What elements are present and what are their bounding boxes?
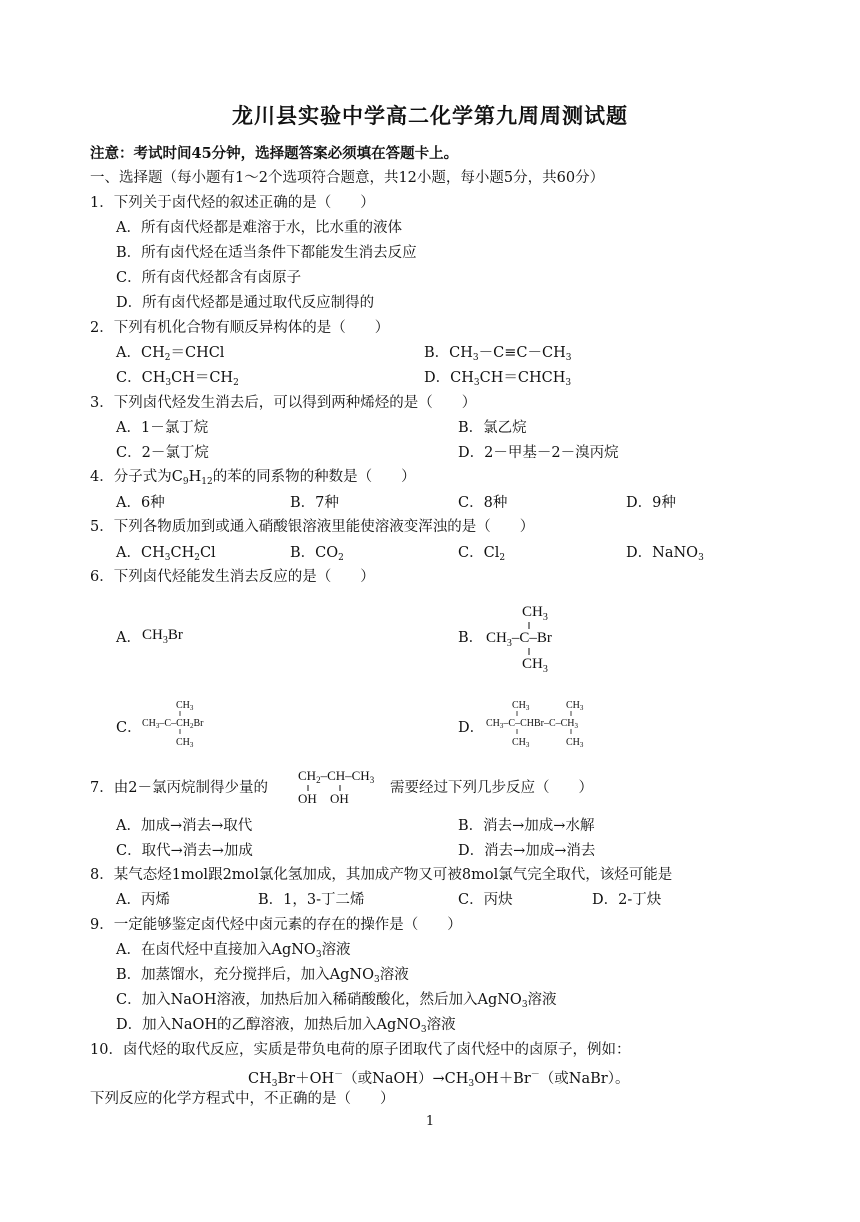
question-5-option-a: A．$CH_3CH_2Cl$ xyxy=(116,545,216,563)
question-4-option-a: A．6种 xyxy=(116,495,165,511)
question-2-option-c: C．$CH_3CH=CH_2$ xyxy=(116,370,239,388)
question-2-option-b: B．$CH_3-C\equiv C-CH_3$ xyxy=(424,345,572,363)
svg-text:OH: OH xyxy=(298,791,317,806)
svg-text:CH2–CH–CH3: $CH_2-CH-CH_3$ xyxy=(298,768,375,785)
question-8-option-b: B．1，3-丁二烯 xyxy=(258,892,365,908)
question-3-option-c: C．2－氯丁烷 xyxy=(116,445,209,461)
question-5-option-d: D．NaNO$_3$ xyxy=(626,545,704,563)
question-7-option-b: B．消去→加成→水解 xyxy=(458,818,595,834)
svg-text:CH3: $CH_3$ xyxy=(566,737,584,749)
question-2-option-a: A．$CH_2=CHCl$ xyxy=(116,345,225,363)
question-5-option-b: B．$CO_2$ xyxy=(290,545,344,563)
question-8-option-a: A．丙烯 xyxy=(116,892,170,908)
svg-text:CH3–C–CHBr–C–CH3: $CH_3-C-CHBr-C-CH_3$ xyxy=(486,718,579,730)
question-7-stem-end: 需要经过下列几步反应（ ） xyxy=(390,780,593,796)
question-6-option-a-structure xyxy=(140,622,220,646)
svg-text:CH3: $CH_3$ xyxy=(522,604,548,623)
question-4-option-c: C．8种 xyxy=(458,495,508,511)
question-7-diol-structure xyxy=(298,766,390,806)
question-2-option-d: D．$CH_3CH=CHCH_3$ xyxy=(424,370,572,388)
question-9-stem: 9．一定能够鉴定卤代烃中卤元素的存在的操作是（ ） xyxy=(90,917,462,933)
svg-text:CH3–C–Br: $CH_3-C-Br$ xyxy=(486,630,552,649)
question-1-option-b: B．所有卤代烃在适当条件下都能发生消去反应 xyxy=(116,245,417,261)
page-title: 龙川县实验中学高二化学第九周周测试题 xyxy=(232,103,628,128)
svg-text:CH3: $CH_3$ xyxy=(176,700,194,712)
svg-text:CH3: $CH_3$ xyxy=(512,737,530,749)
question-2-stem: 2．下列有机化合物有顺反异构体的是（ ） xyxy=(90,320,390,336)
question-1-stem: 1．下列关于卤代烃的叙述正确的是（ ） xyxy=(90,195,375,211)
question-6-option-c-structure xyxy=(140,696,250,752)
svg-text:CH3: $CH_3$ xyxy=(566,700,584,712)
svg-text:CH3Br: $CH_3Br$ xyxy=(142,627,183,646)
question-6-option-c-label: C． xyxy=(116,720,142,736)
question-9-option-d: D．加入NaOH的乙醇溶液，加热后加入AgNO$_3$溶液 xyxy=(116,1017,456,1035)
question-8-option-c: C．丙炔 xyxy=(458,892,513,908)
question-3-option-d: D．2－甲基－2－溴丙烷 xyxy=(458,445,619,461)
question-5-option-c: C．$Cl_2$ xyxy=(458,545,506,563)
question-7-option-a: A．加成→消去→取代 xyxy=(116,818,253,834)
question-6-option-a-label: A． xyxy=(116,630,141,646)
question-3-option-b: B．氯乙烷 xyxy=(458,420,527,436)
question-4-stem: 4．分子式为$C_9H_{12}$的苯的同系物的种数是（ ） xyxy=(90,469,416,487)
question-6-option-d-structure xyxy=(484,696,614,752)
question-7-stem-start: 7．由2－氯丙烷制得少量的 xyxy=(90,780,268,796)
section-header: 一、选择题（每小题有1～2个选项符合题意，共12小题，每小题5分，共60分） xyxy=(90,170,605,186)
svg-text:OH: OH xyxy=(330,791,349,806)
question-3-option-a: A．1－氯丁烷 xyxy=(116,420,209,436)
question-6-option-b-structure xyxy=(484,598,594,676)
question-4-option-d: D．9种 xyxy=(626,495,676,511)
svg-text:CH3–C–CH2Br: $CH_3-C-CH_2Br$ xyxy=(142,718,204,730)
page-number: 1 xyxy=(425,1114,435,1129)
question-9-option-c: C．加入NaOH溶液，加热后加入稀硝酸酸化，然后加入AgNO$_3$溶液 xyxy=(116,992,557,1010)
question-3-stem: 3．下列卤代烃发生消去后，可以得到两种烯烃的是（ ） xyxy=(90,395,477,411)
question-4-option-b: B．7种 xyxy=(290,495,339,511)
question-10-followup: 下列反应的化学方程式中，不正确的是（ ） xyxy=(90,1091,395,1107)
question-8-option-d: D．2-丁炔 xyxy=(592,892,662,908)
question-1-option-a: A．所有卤代烃都是难溶于水，比水重的液体 xyxy=(116,220,402,236)
question-6-option-d-label: D． xyxy=(458,720,485,736)
question-10-stem: 10．卤代烃的取代反应，实质是带负电荷的原子团取代了卤代烃中的卤原子，例如： xyxy=(90,1042,631,1058)
svg-text:CH3: $CH_3$ xyxy=(522,656,548,675)
question-5-stem: 5．下列各物质加到或通入硝酸银溶液里能使溶液变浑浊的是（ ） xyxy=(90,519,535,535)
question-7-option-d: D．消去→加成→消去 xyxy=(458,843,596,859)
question-10-equation: $CH_3Br+OH^-$（或$NaOH)\to CH_3OH+Br^-$（或NaBr）。 xyxy=(248,1070,630,1089)
exam-notice: 注意：考试时间45分钟，选择题答案必须填在答题卡上。 xyxy=(90,145,459,162)
question-9-option-b: B．加蒸馏水，充分搅拌后，加入AgNO$_3$溶液 xyxy=(116,967,409,985)
question-1-option-c: C．所有卤代烃都含有卤原子 xyxy=(116,270,302,286)
svg-text:CH3: $CH_3$ xyxy=(176,737,194,749)
question-6-stem: 6．下列卤代烃能发生消去反应的是（ ） xyxy=(90,569,375,585)
question-6-option-b-label: B． xyxy=(458,630,484,646)
svg-text:CH3: $CH_3$ xyxy=(512,700,530,712)
question-9-option-a: A．在卤代烃中直接加入AgNO$_3$溶液 xyxy=(116,942,351,960)
question-7-option-c: C．取代→消去→加成 xyxy=(116,843,253,859)
question-8-stem: 8．某气态烃1mol跟2mol氯化氢加成，其加成产物又可被8mol氯气完全取代，该烃可能是 xyxy=(90,867,673,883)
question-1-option-d: D．所有卤代烃都是通过取代反应制得的 xyxy=(116,295,375,311)
